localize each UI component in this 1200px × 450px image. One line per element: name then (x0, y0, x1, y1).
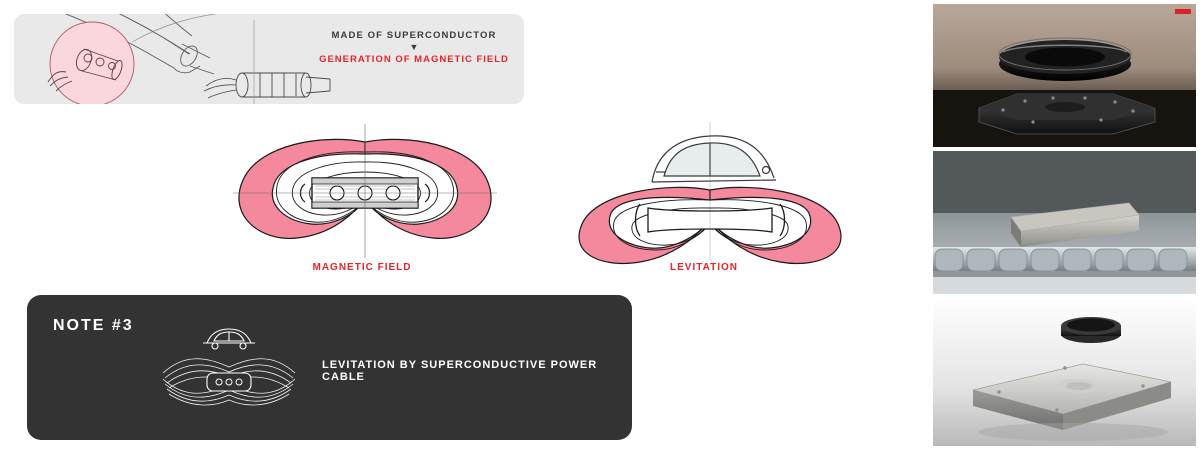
red-badge (1175, 9, 1191, 14)
cable-caption (314, 30, 514, 65)
photo-levitating-disc (933, 298, 1196, 446)
photo-levitating-ring (933, 4, 1196, 147)
car-over-field-icon (159, 323, 299, 428)
levitation-diagram (560, 110, 860, 270)
magnetic-field-diagram (215, 118, 515, 268)
label-levitation: LEVITATION (670, 262, 738, 273)
caption-generation-of-magnetic-field: GENERATION OF MAGNETIC FIELD (319, 54, 509, 65)
note-description: LEVITATION BY SUPERCONDUCTIVE POWER CABLE (322, 359, 598, 383)
photo-levitating-block-image (933, 151, 1196, 294)
label-magnetic-field: MAGNETIC FIELD (312, 262, 412, 273)
photo-levitating-ring-image (933, 4, 1196, 147)
note-bar (27, 295, 632, 440)
photo-levitating-block (933, 151, 1196, 294)
photo-levitating-disc-image (933, 298, 1196, 446)
note-title: NOTE #3 (53, 317, 134, 334)
caption-arrow-icon: ▼ (409, 42, 419, 52)
superconductor-cable-panel (14, 14, 524, 104)
photo-column (933, 4, 1196, 446)
caption-made-of-superconductor: MADE OF SUPERCONDUCTOR (331, 30, 497, 41)
